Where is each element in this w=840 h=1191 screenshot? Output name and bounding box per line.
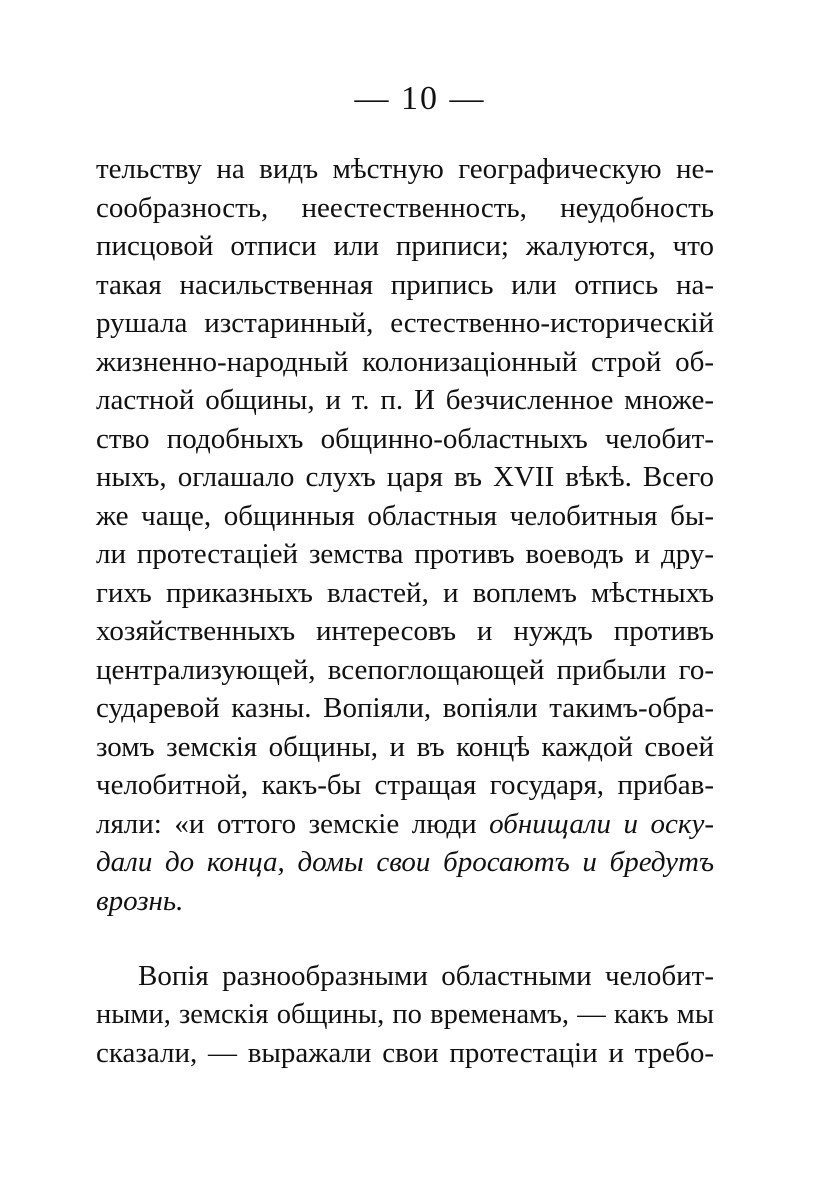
text-line: такая насильственная припись или отпись на- bbox=[96, 268, 714, 301]
italic-quote: врознь. bbox=[96, 884, 184, 917]
text-line-italic bbox=[96, 882, 714, 921]
text-line: тельству на видъ мѣстную географическую не- bbox=[96, 153, 714, 185]
text-line: ными, земскія общины, по временамъ, — какъ мы bbox=[96, 998, 714, 1030]
text-line: ластной общины, и т. п. И безчисленное множе- bbox=[96, 384, 714, 416]
page-number: — 10 — bbox=[354, 80, 486, 117]
plain-text: ляли: «и оттого земскіе люди bbox=[96, 807, 490, 840]
text-line: жизненно-народный колонизаціонный строй об- bbox=[96, 345, 714, 378]
text-line: зомъ земскія общины, и въ концѣ каждой своей bbox=[96, 730, 714, 763]
text-line: же чаще, общинныя областныя челобитныя бы- bbox=[96, 499, 714, 532]
italic-quote: дали до конца, домы свои бросаютъ и бредутъ bbox=[96, 846, 714, 878]
text-line: сударевой казны. Вопіяли, вопіяли такимъ-обра- bbox=[96, 692, 714, 724]
text-line: челобитной, какъ-бы стращая государя, прибав- bbox=[96, 769, 714, 801]
italic-quote: обнищали и оску- bbox=[489, 807, 714, 840]
text-line: писцовой отписи или приписи; жалуются, что bbox=[96, 230, 714, 262]
text-line: хозяйственныхъ интересовъ и нуждъ противъ bbox=[96, 615, 714, 647]
text-line: сказали, — выражали свои протестаціи и требо- bbox=[96, 1037, 714, 1069]
text-line: ли протестаціей земства противъ воеводъ и дру- bbox=[96, 538, 714, 570]
text-line: ство подобныхъ общинно-областныхъ челобит- bbox=[96, 422, 714, 455]
paragraph-2 bbox=[96, 957, 714, 1073]
text-line: централизующей, всепоглощающей прибыли го- bbox=[96, 653, 714, 686]
text-line: рушала изстаринный, естественно-историческій bbox=[96, 307, 714, 339]
text-line: гихъ приказныхъ властей, и воплемъ мѣстныхъ bbox=[96, 576, 714, 609]
text-line: Вопія разнообразными областными челобит- bbox=[138, 960, 714, 992]
text-line-mixed bbox=[96, 805, 714, 844]
paragraph-1 bbox=[96, 150, 714, 920]
text-line: сообразность, неестественность, неудобность bbox=[96, 191, 714, 224]
text-line: ныхъ, оглашало слухъ царя въ XVII вѣкѣ. Всего bbox=[96, 461, 714, 493]
text-line-italic bbox=[96, 843, 714, 882]
